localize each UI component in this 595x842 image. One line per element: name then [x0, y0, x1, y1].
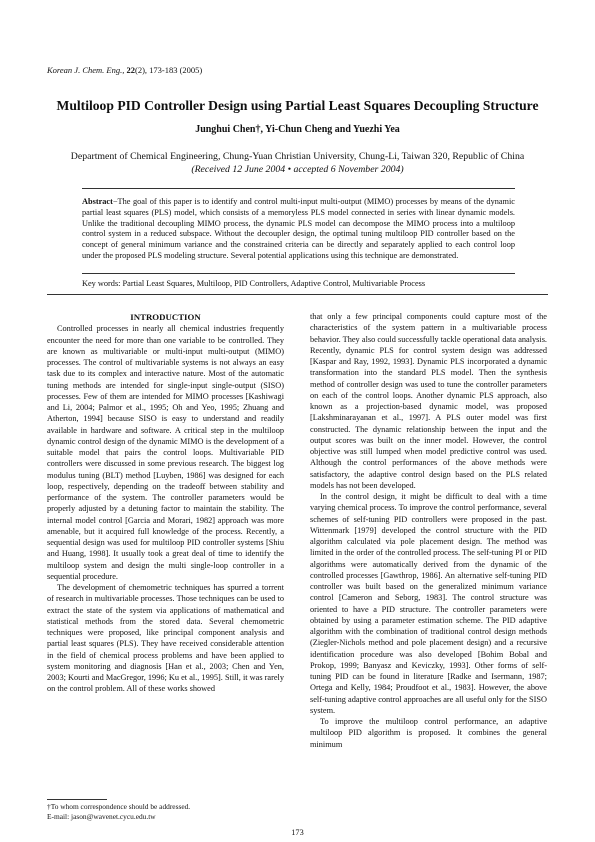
paper-title: Multiloop PID Controller Design using Partial Least Squares Decoupling Structure	[56, 98, 539, 113]
journal-issue-pages: (2), 173-183 (2005)	[134, 65, 203, 75]
journal-name: Korean J. Chem. Eng.,	[47, 65, 127, 75]
keywords: Key words: Partial Least Squares, Multiloop, PID Controllers, Adaptive Control, Multivariable Process	[82, 279, 426, 288]
abstract-text: −The goal of this paper is to identify and control multi-input multi-output (MIMO) processes by means of the dynamic partial least squares (PLS) model, which consists of a memoryless PLS model connected in series with linear dynamic models. Unlike the traditional decoupling MIMO process, the dynamic PLS model can decompose the MIMO process into a multiloop control system in a reduced subspace. Without the decoupler design, the optimal tuning multiloop PID controller based on the concept of general minimum variance and the constrained criteria can be directly and separately applied to each control loop under the proposed PLS modeling structure. Several potential applications using this technique are demonstrated.	[82, 197, 515, 260]
received-accepted-dates: (Received 12 June 2004 • accepted 6 November 2004)	[191, 164, 404, 175]
abstract-bottom-rule	[82, 273, 515, 274]
email-address: E-mail: jason@wavenet.cycu.edu.tw	[47, 812, 156, 821]
author-list: Junghui Chen†, Yi-Chun Cheng and Yuezhi Yea	[195, 124, 400, 135]
affiliation-block	[0, 150, 595, 176]
header-body-rule	[47, 294, 548, 295]
body-paragraph: In the control design, it might be difficult to deal with a time varying chemical process. To improve the control performance, several schemes of self-tuning PID controllers were proposed in the past. Wittenmark [1979] developed the control structure with the PID algorithm calculated via pole placement design. The method was limited in the order of the controlled process. The self-tuning PI or PID algorithms were automatically derived from the dynamic of the controlled processes [Gawthrop, 1986]. An alternative self-tuning PID controller was built based on the generalized minimum variance control [Cameron and Seborg, 1983]. The control structure was oriented to have a PID structure. The controller parameters were obtained by using a parameter estimation scheme. The PID adaptive algorithm with the combination of traditional control design methods (Ziegler-Nichols method and pole placement design) and a recursive identification procedure was also developed [Bohim Bobal and Prokop, 1999; Banyasz and Keviczky, 1993]. Other forms of self-tuning PID can be found in literature [Radke and Isermann, 1987; Ortega and Kelly, 1984; Proudfoot et al., 1983]. However, the above self-tuning adaptive control approaches are all useful only for the SISO system.	[310, 492, 547, 715]
section-heading-introduction: INTRODUCTION	[130, 312, 201, 322]
footnote	[47, 802, 190, 822]
left-column	[47, 312, 284, 695]
affiliation: Department of Chemical Engineering, Chung-Yuan Christian University, Chung-Li, Taiwan 320, Republic of China	[70, 151, 525, 162]
correspondence-note: †To whom correspondence should be addressed.	[47, 802, 191, 811]
page-number: 173	[291, 828, 304, 837]
body-paragraph: The development of chemometric techniques has spurred a torrent of research in multivariable processes. Those techniques can be used to extract the state of the system via applications of mathematical and statistical methods from the stored data. Several chemometric techniques were proposed, like principal component analysis and partial least squares (PLS). They have received considerable attention in the field of chemical process problems and have been applied to system monitoring and diagnosis [Han et al., 2003; Chen and Yen, 2003; Kourti and MacGregor, 1996; Ku et al., 1995]. Still, it was rarely on the control problem. All of these works showed	[47, 583, 284, 694]
abstract	[82, 197, 515, 262]
body-paragraph: that only a few principal components could capture most of the characteristics of the system pattern in a multivariable process behavior. They also could successfully tackle operational data analysis. Recently, dynamic PLS for control system design was addressed [Kaspar and Ray, 1992, 1993]. Dynamic PLS incorporated a dynamic transformation into the standard PLS model. Then the synthesis method of controller design was used to tune the controller parameters on each of the control loops. Another dynamic PLS approach, also known as a projection-based dynamic model, was proposed [Lakshminarayanan et al., 1997]. A PLS outer model was first constructed. The dynamic relationship between the input and the output scores was built on the inner model. However, the control objective was still lumped when model predictive control was used. Although the control performances of the above methods were satisfactory, the adaptive control design based on the PLS related models has not been developed.	[310, 312, 547, 490]
footnote-rule	[47, 799, 107, 800]
journal-volume: 22	[126, 65, 135, 75]
body-paragraph: To improve the multiloop control performance, an adaptive multiloop PID algorithm is proposed. It combines the general minimum	[310, 717, 547, 749]
abstract-top-rule	[82, 188, 515, 189]
abstract-label: Abstract	[82, 197, 113, 206]
right-column	[310, 311, 547, 750]
body-paragraph: Controlled processes in nearly all chemical industries frequently encounter the need for more than one variable to be controlled. They are known as multivariable or multi-input multi-output (MIMO) processes. The control of multivariable systems is not always an easy task due to its complex and interactive nature. Most of the automatic tuning methods are intended for single-input single-output (SISO) processes. Few of them are intended for MIMO processes [Kashiwagi and Li, 2004; Palmor et al., 1995; Oh and Yeo, 1995; Zhuang and Atherton, 1994] because SISO is easy to understand and readily available in hardware and software. A critical step in the multiloop dynamic control design of the dynamic MIMO is the development of a suitable model that pairs the control loops. Multivariable PID controllers were discussed in some previous research. The biggest log modulus tuning (BLT) method [Luyben, 1986] was designed for each loop, respectively, depending on the tradeoff between stability and performance of the system. The controller parameters would be properly adjusted by a detuning factor to maintain the stability. The internal model control [Garcia and Morari, 1982] approach was more amenable, but it acquired full knowledge of the process. Recently, a sequential design was used for multiloop PID controller systems [Shiu and Huang, 1998]. It usually took a great deal of time to identify the multiloop system and design the multi single-loop controller in a sequential procedure.	[47, 324, 284, 581]
journal-citation	[47, 65, 202, 75]
